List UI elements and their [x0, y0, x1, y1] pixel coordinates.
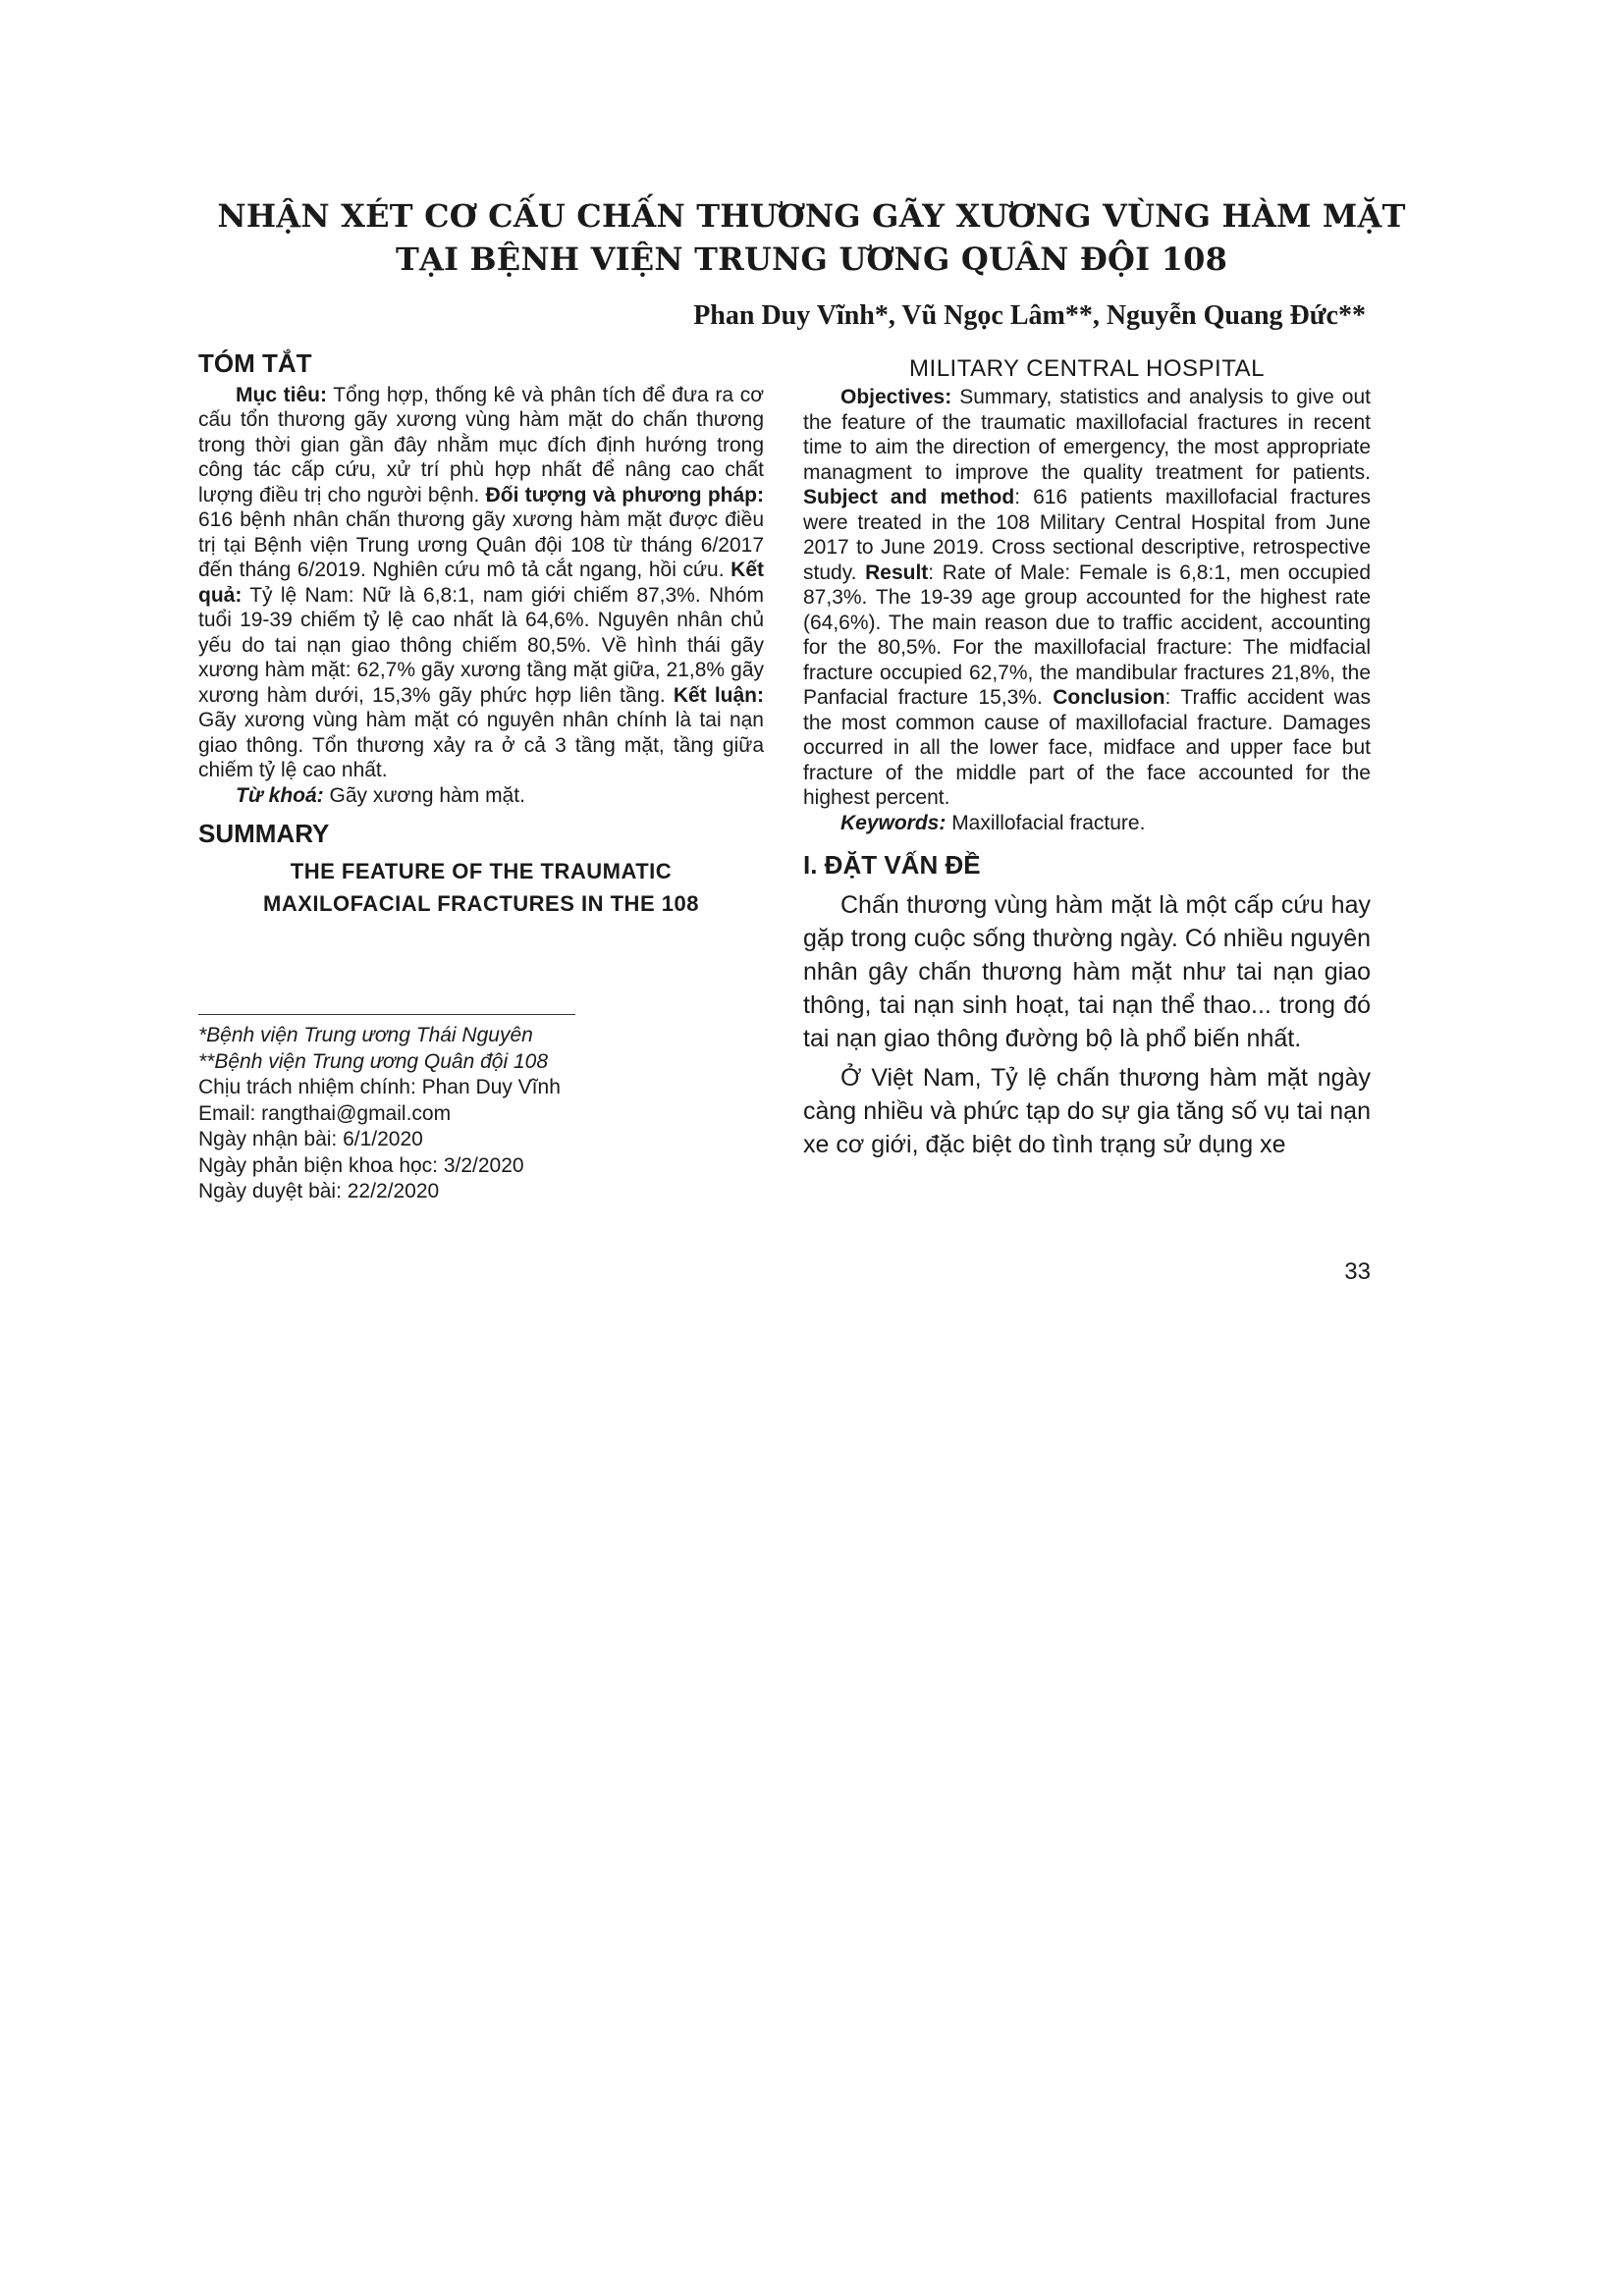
responsible-author: Chịu trách nhiệm chính: Phan Duy Vĩnh	[198, 1076, 561, 1098]
intro-paragraph-1	[803, 888, 1371, 1055]
affiliation-1: *Bệnh viện Trung ương Thái Nguyên	[198, 1024, 533, 1046]
objective-text: Tổng hợp, thống kê và phân tích để đưa ra cơ cấu tổn thương gãy xương vùng hàm mặt do chấn thương trong thời gian gần đây nhằm mục đích định hướng trong công tác cấp cứu, xử trí phù hợp nhất để nâng cao chất lượng điều trị cho người bệnh.	[198, 383, 764, 507]
result-text-en: : Rate of Male: Female is 6,8:1, men occupied 87,3%. The 19-39 age group accounted for the highest rate (64,6%). The main reason due to traffic accident, accounting for the 80,5%. For the maxillofacial fracture: The midfacial fracture occupied 62,7%, the mandibular fractures 21,8%, the Panfacial fracture 15,3%.	[803, 561, 1371, 709]
conclusion-text: Gãy xương vùng hàm mặt có nguyên nhân chính là tai nạn giao thông. Tổn thương xảy ra ở cả 3 tầng mặt, tầng giữa chiếm tỷ lệ cao nhất.	[198, 709, 764, 781]
objectives-text: Summary, statistics and analysis to give out the feature of the traumatic maxillofacial fractures in recent time to aim the direction of emergency, the most appropriate managment to improve the quality treatment for patients.	[803, 386, 1371, 484]
method-text: 616 bệnh nhân chấn thương gãy xương hàm mặt được điều trị tại Bệnh viện Trung ương Quân đội 108 từ tháng 6/2017 đến tháng 6/2019. Nghiên cứu mô tả cắt ngang, hồi cứu.	[198, 508, 764, 581]
intro-p1-text: Chấn thương vùng hàm mặt là một cấp cứu hay gặp trong cuộc sống thường ngày. Có nhiều nguyên nhân gây chấn thương hàm mặt như tai nạn giao thông, tai nạn sinh hoạt, tai nạn thể thao... trong đó tai nạn giao thông đường bộ là phổ biến nhất.	[803, 890, 1371, 1052]
contact-email: Email: rangthai@gmail.com	[198, 1101, 452, 1125]
vi-keywords-label: Từ khoá:	[236, 783, 324, 807]
en-keywords-text: Maxillofacial fracture.	[946, 811, 1146, 834]
objectives-label: Objectives:	[840, 386, 952, 408]
conclusion-label: Kết luận:	[665, 683, 764, 707]
vi-keywords-text: Gãy xương hàm mặt.	[323, 783, 525, 807]
eng-title-line-1: THE FEATURE OF THE TRAUMATIC	[290, 858, 673, 883]
affiliation-2: **Bệnh viện Trung ương Quân đội 108	[198, 1049, 549, 1073]
eng-title-line-2: MAXILOFACIAL FRACTURES IN THE 108	[263, 890, 699, 916]
vi-abstract-body	[198, 383, 764, 783]
summary-body	[803, 385, 1371, 811]
method-label: Đối tượng và phương pháp:	[479, 483, 765, 507]
title-line-1: NHẬN XÉT CƠ CẤU CHẤN THƯƠNG GÃY XƯƠNG VÙNG HÀM MẶT	[217, 197, 1406, 235]
result-label-en: Result	[856, 561, 929, 584]
vi-keywords	[198, 783, 764, 809]
article-title	[157, 194, 1466, 281]
subject-method-text: : 616 patients maxillofacial fractures were treated in the 108 Military Central Hospital from June 2017 to June 2019. Cross sectional descriptive, retrospective study.	[803, 486, 1372, 584]
objective-label: Mục tiêu:	[236, 383, 327, 406]
page-number: 33	[1344, 1258, 1371, 1285]
eng-title-line-3: MILITARY CENTRAL HOSPITAL	[909, 355, 1265, 382]
conclusion-text-en: : Traffic accident was the most common cause of maxillofacial fracture. Damages occurred in all the lower face, midface and upper face but fracture of the middle part of the face accounted for the highest percent.	[803, 686, 1371, 809]
author-list: Phan Duy Vĩnh*, Vũ Ngọc Lâm**, Nguyễn Quang Đức**	[693, 300, 1366, 331]
date-received: Ngày nhận bài: 6/1/2020	[198, 1128, 423, 1150]
footnote-rule	[198, 1014, 575, 1015]
vi-abstract-heading: TÓM TẮT	[198, 348, 312, 378]
date-approved: Ngày duyệt bài: 22/2/2020	[198, 1180, 440, 1202]
title-line-2: TẠI BỆNH VIỆN TRUNG ƯƠNG QUÂN ĐỘI 108	[395, 240, 1228, 278]
intro-paragraph-2	[803, 1061, 1371, 1161]
en-keywords	[803, 811, 1371, 836]
subject-method-label: Subject and method	[803, 486, 1015, 508]
right-column	[803, 385, 1371, 1161]
date-reviewed: Ngày phản biện khoa học: 3/2/2020	[198, 1153, 524, 1177]
intro-p2-text: Ở Việt Nam, Tỷ lệ chấn thương hàm mặt ngày càng nhiều và phức tạp do sự gia tăng số vụ tai nạn xe cơ giới, đặc biệt do tình trạng sử dụng xe	[803, 1063, 1371, 1158]
summary-heading: SUMMARY	[198, 819, 330, 848]
result-text: Tỷ lệ Nam: Nữ là 6,8:1, nam giới chiếm 87,3%. Nhóm tuổi 19-39 chiếm tỷ lệ cao nhất là 64,6%. Nguyên nhân chủ yếu do tai nạn giao thông chiếm 80,5%. Về hình thái gãy xương hàm mặt: 62,7% gãy xương tầng mặt giữa, 21,8% gãy xương hàm dưới, 15,3% gãy phức hợp liên tầng.	[198, 583, 764, 707]
left-column	[198, 348, 765, 920]
en-keywords-label: Keywords:	[840, 811, 947, 834]
conclusion-label-en: Conclusion	[1042, 686, 1165, 709]
footnotes	[198, 1023, 748, 1205]
result-label: Kết quả:	[198, 559, 764, 607]
intro-heading: I. ĐẶT VẤN ĐỀ	[803, 850, 981, 880]
